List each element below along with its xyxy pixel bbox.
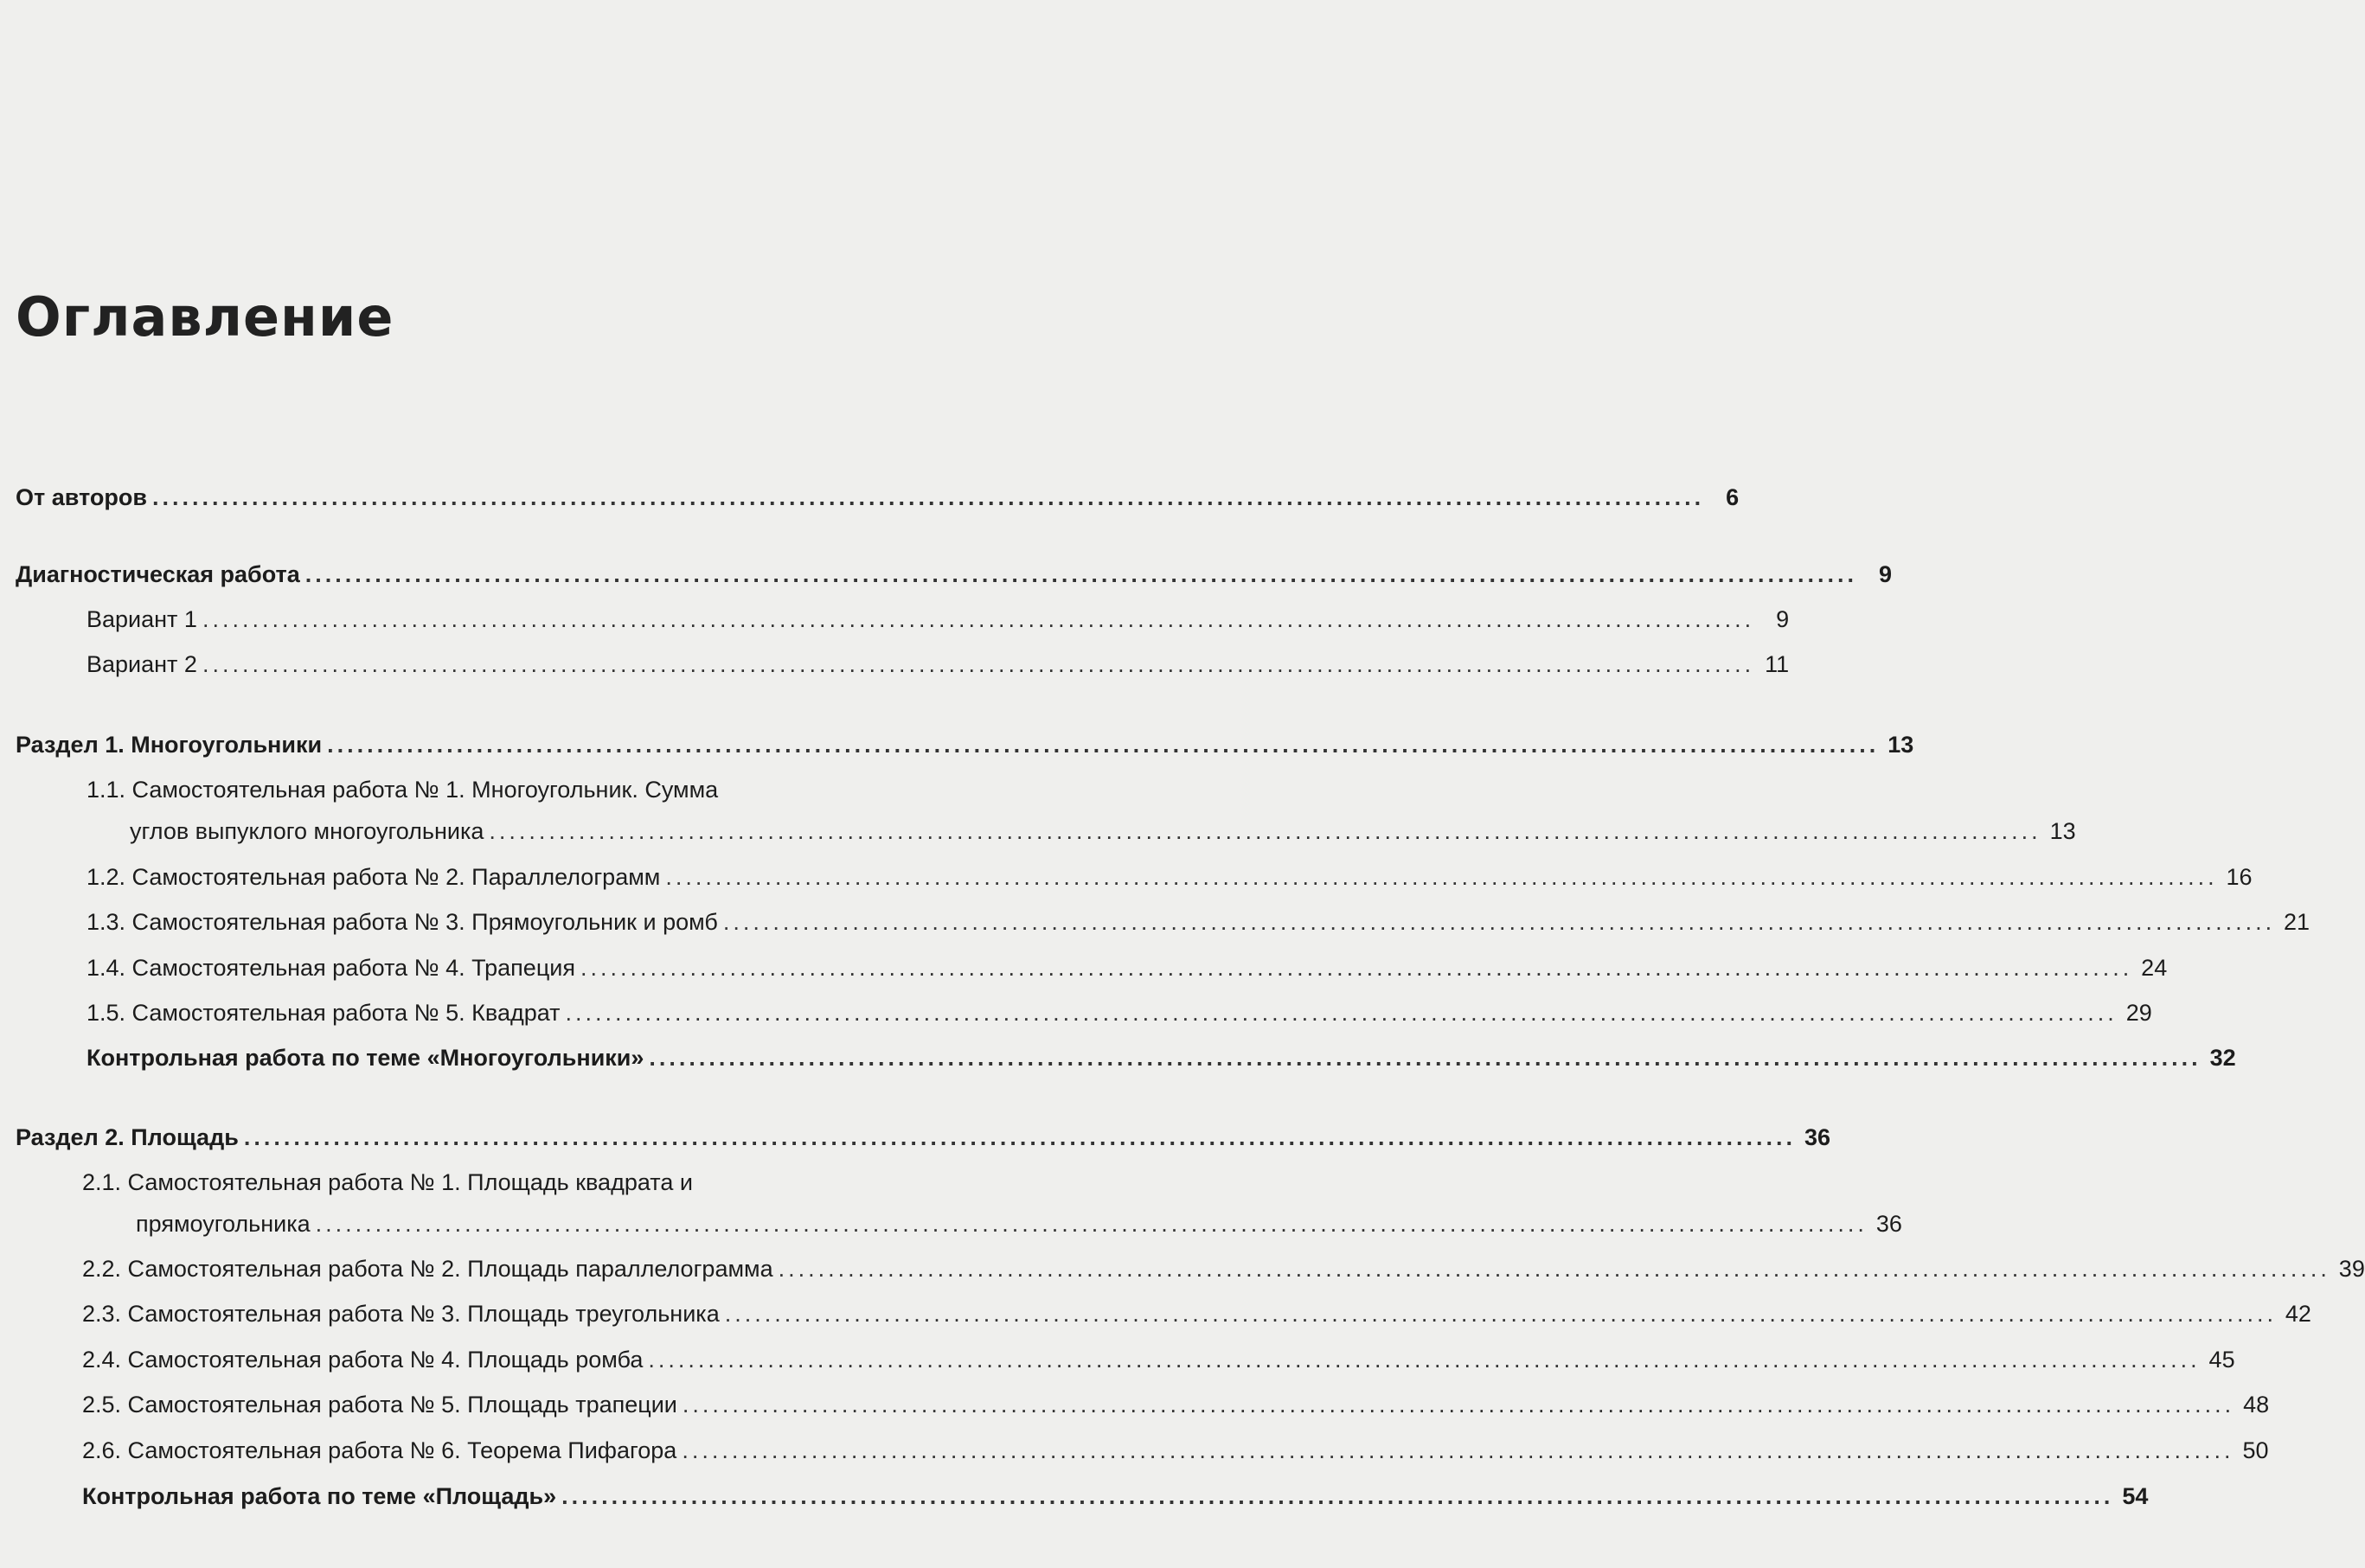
toc-entry-label: Диагностическая работа [16, 561, 300, 587]
toc-page-number: 13 [1888, 732, 1914, 758]
toc-page-number: 29 [2125, 1000, 2152, 1026]
toc-entry-label: 1.1. Самостоятельная работа № 1. Многоугольник. Сумма [87, 777, 719, 803]
toc-entry-test-area[interactable] [82, 1482, 2149, 1511]
toc-entry-label: 2.4. Самостоятельная работа № 4. Площадь ромба [82, 1347, 644, 1373]
toc-entry-2-5[interactable] [82, 1390, 2270, 1419]
toc-entry-2-2[interactable] [82, 1254, 2365, 1283]
toc-entry-from-authors[interactable] [16, 483, 1740, 512]
toc-page-number: 50 [2242, 1437, 2269, 1463]
toc-entry-1-1[interactable] [87, 775, 2076, 846]
leader-dots: ............................................................................................................................................................ [724, 1301, 2277, 1327]
toc-entry-label: 1.5. Самостоятельная работа № 5. Квадрат [87, 1000, 561, 1026]
toc-entry-2-3[interactable] [82, 1299, 2311, 1328]
leader-dots: ............................................................................................................................................................ [202, 651, 1755, 677]
toc-page-number: 9 [1878, 561, 1892, 587]
leader-dots: ............................................................................................................................................................ [682, 1392, 2235, 1418]
toc-entry-label: 1.2. Самостоятельная работа № 2. Параллелограмм [87, 864, 661, 890]
page-title: Оглавление [16, 285, 394, 349]
leader-dots: ............................................................................................................................................................ [151, 484, 1705, 510]
toc-entry-1-2[interactable] [87, 862, 2253, 892]
leader-dots: ............................................................................................................................................................ [202, 606, 1755, 632]
toc-entry-section-1[interactable] [16, 730, 1914, 759]
toc-entry-section-2[interactable] [16, 1123, 1831, 1152]
toc-page-number: 45 [2208, 1347, 2235, 1373]
leader-dots: ............................................................................................................................................................ [243, 1124, 1797, 1150]
toc-entry-label-continuation: углов выпуклого многоугольника [130, 818, 484, 844]
leader-dots: ............................................................................................................................................................ [722, 909, 2276, 935]
leader-dots: ............................................................................................................................................................ [665, 864, 2218, 890]
toc-entry-1-4[interactable] [87, 953, 2168, 982]
toc-page-number: 24 [2141, 955, 2168, 981]
toc-entry-2-4[interactable] [82, 1345, 2235, 1374]
toc-entry-label: 1.3. Самостоятельная работа № 3. Прямоугольник и ромб [87, 909, 718, 935]
toc-page-number: 36 [1804, 1124, 1831, 1150]
toc-entry-label: Раздел 2. Площадь [16, 1124, 239, 1150]
toc-page-number: 39 [2338, 1256, 2365, 1282]
toc-entry-label: Раздел 1. Многоугольники [16, 732, 323, 758]
toc-page-number: 48 [2243, 1392, 2270, 1418]
toc-entry-test-polygons[interactable] [87, 1043, 2236, 1072]
toc-entry-label: 1.4. Самостоятельная работа № 4. Трапеция [87, 955, 575, 981]
toc-entry-1-3[interactable] [87, 907, 2311, 937]
toc-entry-label: Контрольная работа по теме «Многоугольники» [87, 1045, 644, 1071]
toc-entry-label: Вариант 2 [87, 651, 197, 677]
leader-dots: ............................................................................................................................................................ [304, 561, 1857, 587]
toc-entry-diagnostic[interactable] [16, 560, 1892, 589]
toc-page-number: 9 [1776, 606, 1790, 632]
toc-page-number: 32 [2209, 1045, 2236, 1071]
leader-dots: ............................................................................................................................................................ [489, 818, 2041, 844]
toc-page-number: 21 [2284, 909, 2311, 935]
leader-dots: ............................................................................................................................................................ [580, 955, 2133, 981]
toc-entry-label: 2.5. Самостоятельная работа № 5. Площадь трапеции [82, 1392, 677, 1418]
toc-entry-2-1[interactable] [82, 1168, 1902, 1238]
toc-entry-label: 2.2. Самостоятельная работа № 2. Площадь параллелограмма [82, 1256, 773, 1282]
toc-entry-label: 2.1. Самостоятельная работа № 1. Площадь квадрата и [82, 1169, 693, 1195]
toc-entry-label: 2.6. Самостоятельная работа № 6. Теорема Пифагора [82, 1437, 677, 1463]
toc-page-number: 42 [2285, 1301, 2311, 1327]
toc-page-number: 36 [1875, 1211, 1902, 1237]
toc-entry-variant-2[interactable] [87, 650, 1790, 679]
toc-entry-1-5[interactable] [87, 998, 2152, 1027]
toc-entry-label-continuation: прямоугольника [136, 1211, 311, 1237]
leader-dots: ............................................................................................................................................................ [649, 1045, 2202, 1071]
leader-dots: ............................................................................................................................................................ [682, 1437, 2234, 1463]
toc-entry-2-6[interactable] [82, 1436, 2269, 1465]
toc-page-number: 16 [2226, 864, 2253, 890]
leader-dots: ............................................................................................................................................................ [315, 1211, 1868, 1237]
toc-page-number: 11 [1765, 651, 1790, 677]
toc-entry-label: 2.3. Самостоятельная работа № 3. Площадь треугольника [82, 1301, 720, 1327]
toc-page-number: 6 [1726, 484, 1740, 510]
leader-dots: ............................................................................................................................................................ [648, 1347, 2201, 1373]
leader-dots: ............................................................................................................................................................ [561, 1483, 2114, 1509]
leader-dots: ............................................................................................................................................................ [565, 1000, 2118, 1026]
toc-entry-label: От авторов [16, 484, 147, 510]
toc-entry-variant-1[interactable] [87, 605, 1790, 634]
toc-entry-label: Контрольная работа по теме «Площадь» [82, 1483, 557, 1509]
toc-page-number: 54 [2122, 1483, 2149, 1509]
leader-dots: ............................................................................................................................................................ [327, 732, 1880, 758]
toc-entry-label: Вариант 1 [87, 606, 197, 632]
toc-page-number: 13 [2049, 818, 2076, 844]
leader-dots: ............................................................................................................................................................ [778, 1256, 2330, 1282]
